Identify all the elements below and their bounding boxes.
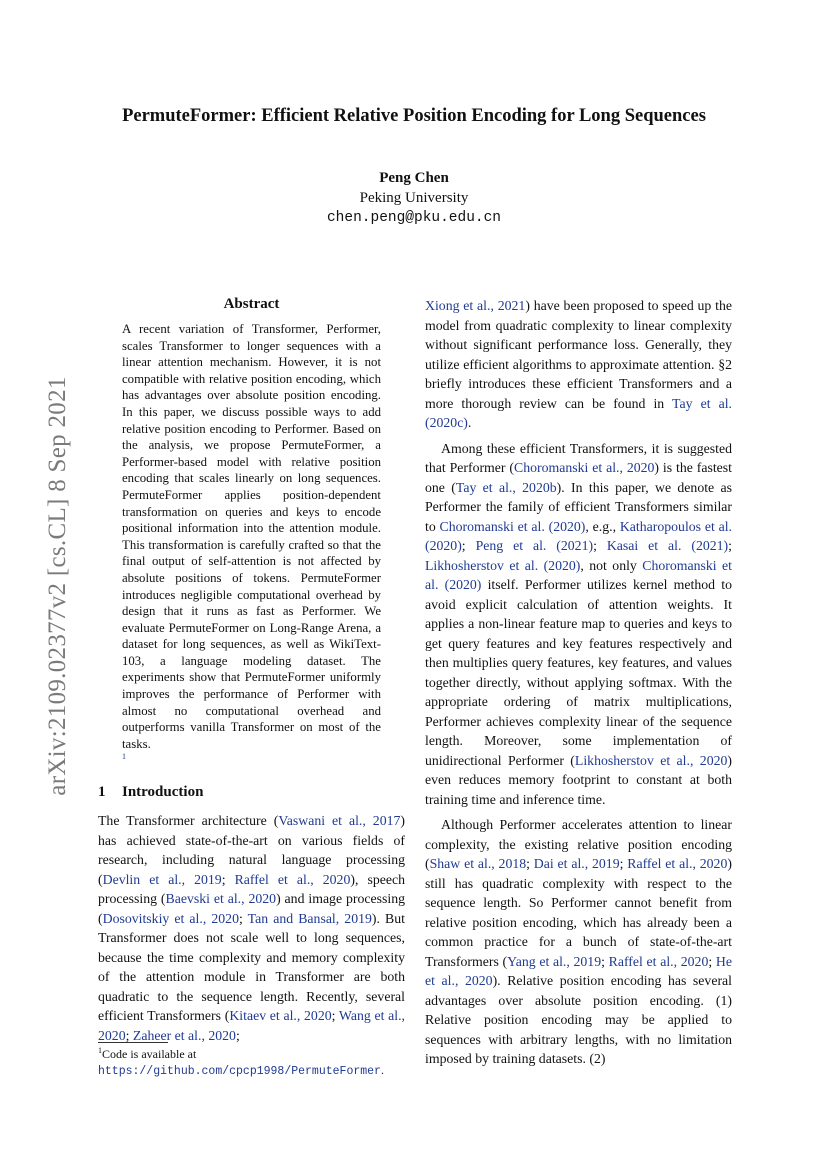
- paragraph-text: ). But Transformer does not scale well to long sequences, because the time complexity and memory complexity of the attention module in Transformer are both quadratic to the sequence length. Recently, several efficient Transformers (: [98, 910, 405, 1024]
- section-title: Introduction: [122, 784, 204, 801]
- paragraph-text: ;: [235, 1027, 240, 1043]
- citation-link[interactable]: Likhosherstov et al. (2020): [425, 557, 581, 573]
- citation-link[interactable]: Kitaev et al., 2020: [229, 1008, 332, 1024]
- paragraph-text: ;: [619, 856, 628, 871]
- paragraph-text: The Transformer architecture (: [98, 813, 279, 829]
- citation-link[interactable]: Tan and Bansal, 2019: [247, 910, 372, 926]
- citation-link[interactable]: Katharopoulos et al. (2020): [425, 518, 732, 553]
- footnote-divider: [98, 1042, 168, 1043]
- paragraph-text: Although Performer accelerates attention to linear complexity, the existing relative position encoding (: [425, 817, 732, 871]
- citation-link[interactable]: Choromanski et al., 2020: [514, 460, 655, 475]
- paragraph-text: ;: [221, 871, 235, 887]
- citation-link[interactable]: Xiong et al., 2021: [425, 298, 526, 313]
- citation-link[interactable]: Kasai et al. (2021): [606, 538, 729, 553]
- citation-link[interactable]: Wang et al., 2020: [98, 1008, 405, 1043]
- citation-link[interactable]: Likhosherstov et al., 2020: [574, 752, 728, 768]
- paragraph-text: ;: [238, 910, 248, 926]
- citation-link[interactable]: He et al., 2020: [425, 953, 732, 988]
- citation-link[interactable]: Choromanski et al. (2020): [439, 518, 586, 534]
- citation-link[interactable]: Raffel et al., 2020: [234, 871, 351, 887]
- paragraph-text: ;: [125, 1027, 133, 1043]
- citation-link[interactable]: Devlin et al., 2019: [102, 871, 222, 887]
- intro-paragraph-3: [425, 815, 732, 1069]
- citation-link[interactable]: Baevski et al., 2020: [165, 891, 277, 907]
- author-affiliation: Peking University: [359, 190, 469, 206]
- paragraph-text: itself. Performer utilizes kernel method to avoid explicit calculation of attention weights. It applies a non-linear feature map to queries and keys to get query features and key features respectively and then multiplies query features, key features, and values together directly, without applying softmax. With the appropriate ordering of matrix multiplications, Performer achieves complexity linear of the sequence length. Moreover, some implementation of unidirectional Performer (: [425, 577, 732, 768]
- citation-link[interactable]: Dai et al., 2019: [533, 856, 620, 871]
- citation-link[interactable]: Yang et al., 2019: [507, 953, 602, 969]
- paragraph-text: ). Relative position encoding has several advantages over absolute position encoding. (1) Relative position encoding may be applied to sequences with arbitrary lengths, with no limitation imposed by training datasets. (2): [425, 973, 732, 1066]
- right-column: [425, 296, 732, 1069]
- intro-paragraph-1: [98, 811, 405, 1045]
- footnote-reference[interactable]: 1: [122, 752, 126, 762]
- footnote-code-link[interactable]: https://github.com/cpcp1998/PermuteFormer: [98, 1065, 381, 1078]
- paragraph-text: ) and image processing (: [98, 891, 405, 926]
- footnote-mark: 1: [98, 1046, 102, 1055]
- citation-link[interactable]: Dosovitskiy et al., 2020: [102, 910, 239, 926]
- arxiv-stamp: arXiv:2109.02377v2 [cs.CL] 8 Sep 2021: [44, 376, 71, 796]
- paragraph-text: ), speech processing (: [98, 871, 405, 907]
- citation-link[interactable]: Tay et al., 2020b: [455, 479, 557, 495]
- citation-link[interactable]: Peng et al. (2021): [475, 538, 594, 553]
- citation-link[interactable]: Raffel et al., 2020: [627, 856, 728, 871]
- citation-link[interactable]: Tay et al. (2020c): [425, 395, 732, 430]
- paragraph-text: ;: [728, 538, 732, 553]
- paragraph-text: ;: [593, 538, 607, 553]
- paragraph-text: ) even reduces memory footprint to constant at both training time and inference time.: [425, 752, 732, 807]
- author-email[interactable]: chen.peng@pku.edu.cn: [326, 210, 502, 226]
- paragraph-text: , not only: [580, 557, 643, 573]
- paper-title: PermuteFormer: Efficient Relative Position Encoding for Long Sequences: [122, 106, 706, 126]
- abstract-body: [98, 321, 405, 762]
- intro-paragraph-2: [425, 439, 732, 810]
- paragraph-text: ;: [601, 953, 609, 969]
- footnote-text: Code is available at: [102, 1047, 197, 1061]
- section-number: 1: [98, 784, 106, 801]
- citation-link[interactable]: Vaswani et al., 2017: [278, 813, 401, 829]
- paragraph-text: ;: [526, 856, 534, 871]
- paragraph-text: , e.g.,: [585, 518, 620, 534]
- paragraph-text: ) has achieved state-of-the-art on various fields of research, including natural language processing (: [98, 813, 406, 887]
- paragraph-text: ;: [331, 1008, 339, 1024]
- abstract-heading: Abstract: [223, 296, 280, 312]
- author-block: [0, 168, 828, 228]
- section-heading-introduction: [98, 784, 405, 801]
- paragraph-text: .: [467, 415, 472, 430]
- paragraph-text: ;: [461, 538, 476, 553]
- footnote-end: .: [380, 1063, 384, 1077]
- citation-link[interactable]: Shaw et al., 2018: [429, 856, 527, 871]
- abstract-text: A recent variation of Transformer, Performer, scales Transformer to longer sequences with a linear attention mechanism. However, it is not compatible with relative position encoding, which has advantages over absolute position encoding. In this paper, we discuss possible ways to add relative position encoding to Performer. Based on the analysis, we propose PermuteFormer, a Performer-based model with relative position encoding that scales linearly on long sequences. PermuteFormer applies position-dependent transformation on queries and keys to encode positional information into the attention module. This transformation is carefully crafted so that the final output of self-attention is not affected by absolute positions of tokens. PermuteFormer introduces negligible computational overhead by design that it runs as fast as Performer. We evaluate PermuteFormer on Long-Range Arena, a dataset for long sequences, as well as WikiText-103, a language modeling dataset. The experiments show that PermuteFormer uniformly improves the performance of Performer with almost no computational overhead and outperforms vanilla Transformer on most of the tasks.: [122, 322, 381, 751]
- paragraph-text: ) have been proposed to speed up the model from quadratic complexity to linear complexity without significant performance loss. Generally, they utilize efficient algorithms to approximate attention. §2 briefly introduces these efficient Transformers and a more thorough review can be found in: [425, 298, 732, 411]
- citation-link[interactable]: Raffel et al., 2020: [608, 953, 709, 969]
- paragraph-text: ;: [708, 953, 716, 969]
- paragraph-text: ) still has quadratic complexity with respect to the sequence length. So Performer cannot benefit from relative position encoding, which has already been a common practice for a bunch of state-of-the-art Transformers (: [425, 856, 732, 969]
- paragraph-text: Among these efficient Transformers, it is suggested that Performer (: [425, 440, 732, 475]
- citation-link[interactable]: Choromanski et al. (2020): [425, 557, 732, 592]
- left-column: [98, 296, 405, 1045]
- intro-paragraph-1-continued: [425, 296, 732, 433]
- paragraph-text: ) is the fastest one (: [425, 460, 732, 495]
- citation-link[interactable]: Zaheer et al., 2020: [132, 1027, 236, 1043]
- footnote: [98, 1046, 405, 1080]
- author-name: Peng Chen: [379, 170, 449, 186]
- paragraph-text: ). In this paper, we denote as Performer the family of efficient Transformers similar to: [425, 479, 733, 534]
